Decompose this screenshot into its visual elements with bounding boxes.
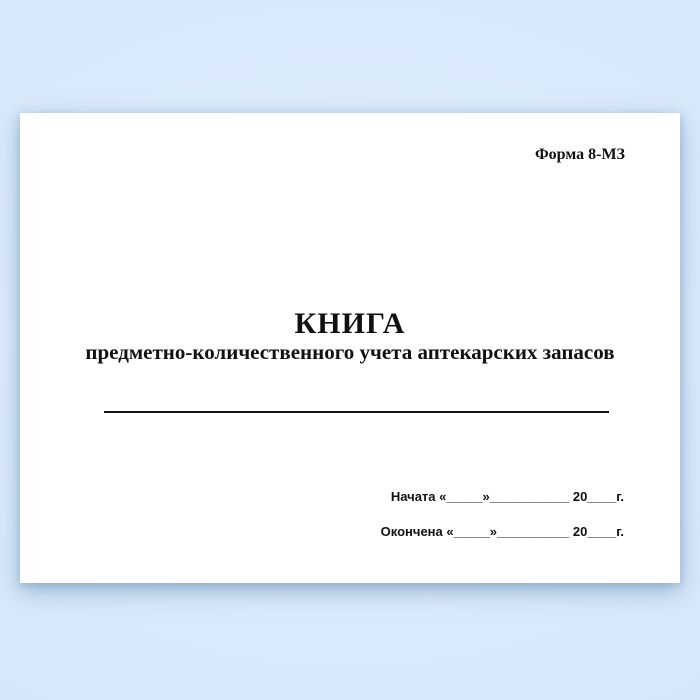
book-subtitle: предметно-количественного учета аптекарских запасов <box>85 340 615 364</box>
end-date-line: Окончена «_____»__________ 20____г. <box>380 524 624 539</box>
start-date-line: Начата «_____»___________ 20____г. <box>390 489 624 504</box>
form-code-label: Форма 8-МЗ <box>534 146 625 163</box>
book-cover-page <box>20 113 680 583</box>
organization-fill-line <box>104 411 609 413</box>
book-title: КНИГА <box>294 307 406 340</box>
